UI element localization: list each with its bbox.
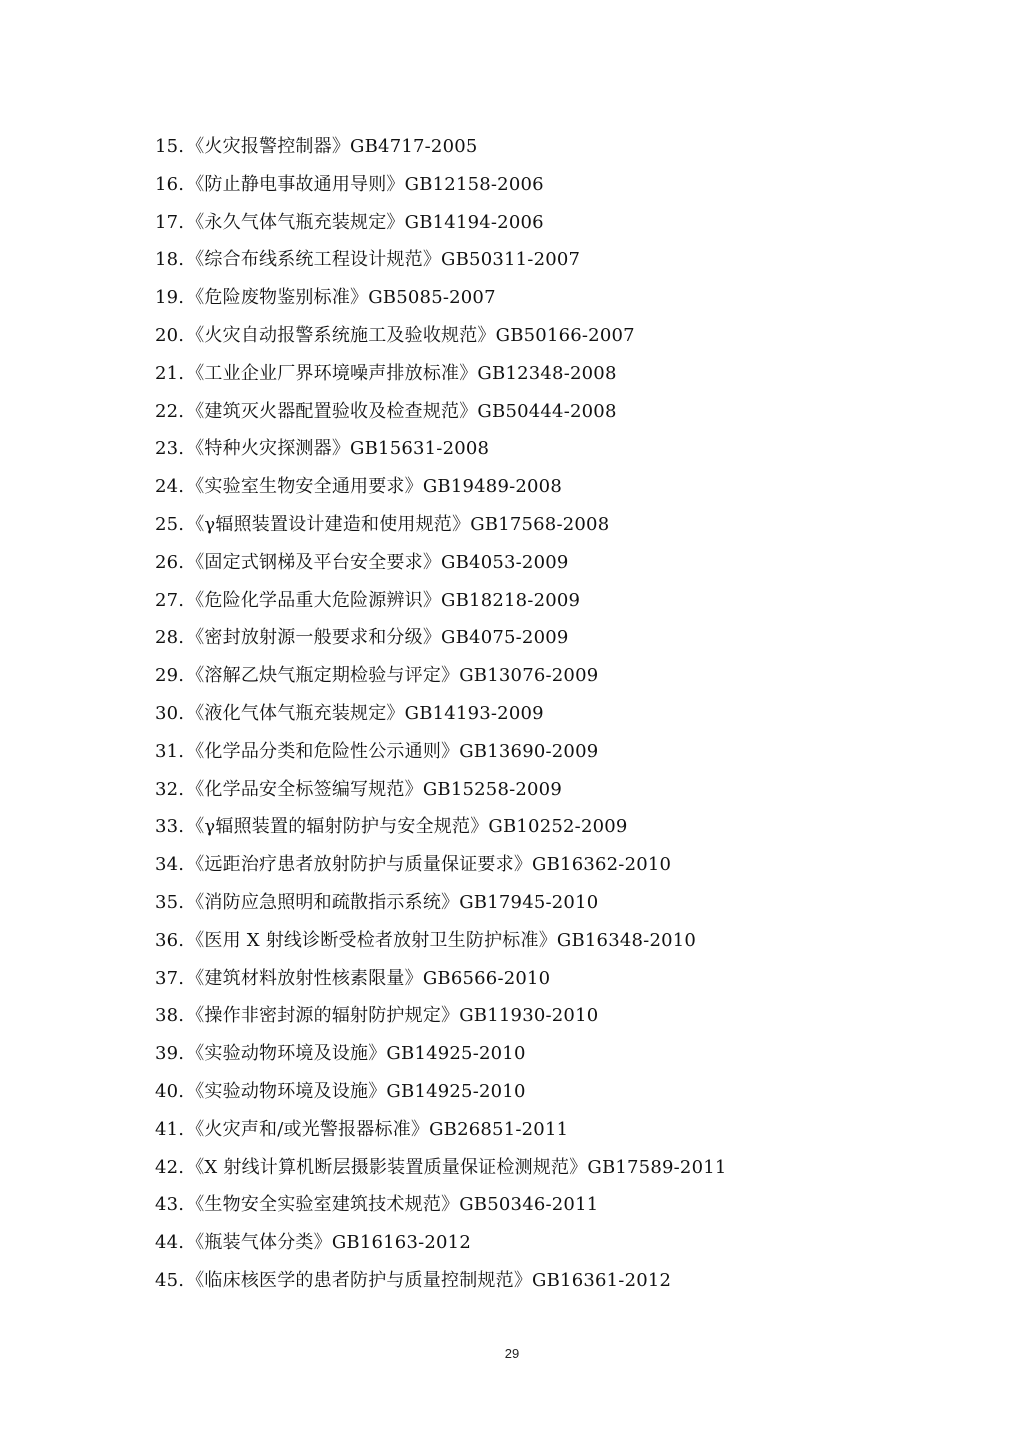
list-item: [155, 733, 975, 771]
list-item: [155, 468, 975, 506]
item-text: 《实验动物环境及设施》GB14925-2010: [186, 1080, 526, 1102]
item-number: 41.: [155, 1118, 185, 1140]
item-number: 33.: [155, 816, 185, 838]
item-text: 《特种火灾探测器》GB15631-2008: [186, 438, 490, 460]
item-number: 30.: [155, 702, 185, 724]
list-item: [155, 1035, 975, 1073]
item-text: 《操作非密封源的辐射防护规定》GB11930-2010: [186, 1005, 599, 1027]
item-text: 《建筑灭火器配置验收及检查规范》GB50444-2008: [186, 400, 617, 422]
item-text: 《化学品安全标签编写规范》GB15258-2009: [186, 778, 562, 800]
item-text: 《医用 X 射线诊断受检者放射卫生防护标准》GB16348-2010: [186, 929, 697, 951]
item-number: 26.: [155, 551, 185, 573]
list-item: [155, 317, 975, 355]
item-text: 《远距治疗患者放射防护与质量保证要求》GB16362-2010: [186, 854, 672, 876]
item-number: 40.: [155, 1080, 185, 1102]
list-item: [155, 884, 975, 922]
item-number: 20.: [155, 324, 185, 346]
list-item: [155, 582, 975, 620]
item-number: 35.: [155, 891, 185, 913]
item-text: 《危险废物鉴别标准》GB5085-2007: [186, 287, 496, 309]
list-item: [155, 241, 975, 279]
item-number: 16.: [155, 173, 185, 195]
item-number: 19.: [155, 287, 185, 309]
list-item: [155, 960, 975, 998]
item-number: 44.: [155, 1232, 185, 1254]
item-text: 《固定式钢梯及平台安全要求》GB4053-2009: [186, 551, 569, 573]
list-item: [155, 204, 975, 242]
item-number: 21.: [155, 362, 185, 384]
page-number: 29: [504, 1346, 520, 1361]
item-number: 32.: [155, 778, 185, 800]
item-text: 《溶解乙炔气瓶定期检验与评定》GB13076-2009: [186, 665, 599, 687]
item-number: 45.: [155, 1269, 185, 1291]
list-item: [155, 619, 975, 657]
item-number: 38.: [155, 1005, 185, 1027]
item-text: 《密封放射源一般要求和分级》GB4075-2009: [186, 627, 569, 649]
list-item: [155, 166, 975, 204]
item-text: 《γ辐照装置的辐射防护与安全规范》GB10252-2009: [186, 816, 628, 838]
list-item: [155, 544, 975, 582]
list-item: [155, 997, 975, 1035]
item-text: 《防止静电事故通用导则》GB12158-2006: [186, 173, 544, 195]
item-number: 25.: [155, 513, 185, 535]
item-text: 《生物安全实验室建筑技术规范》GB50346-2011: [186, 1194, 599, 1216]
list-item: [155, 355, 975, 393]
item-text: 《火灾报警控制器》GB4717-2005: [186, 136, 478, 157]
list-item: [155, 695, 975, 733]
list-item: [155, 1149, 975, 1187]
item-text: 《火灾自动报警系统施工及验收规范》GB50166-2007: [186, 324, 635, 346]
item-text: 《实验动物环境及设施》GB14925-2010: [186, 1043, 526, 1065]
item-number: 37.: [155, 967, 185, 989]
item-text: 《化学品分类和危险性公示通则》GB13690-2009: [186, 740, 599, 762]
item-text: 《临床核医学的患者防护与质量控制规范》GB16361-2012: [186, 1269, 672, 1291]
item-number: 34.: [155, 854, 185, 876]
list-item: [155, 1262, 975, 1300]
item-number: 29.: [155, 665, 185, 687]
item-number: 31.: [155, 740, 185, 762]
item-text: 《液化气体气瓶充装规定》GB14193-2009: [186, 702, 544, 724]
list-item: [155, 771, 975, 809]
list-item: [155, 128, 975, 166]
list-item: [155, 846, 975, 884]
item-number: 18.: [155, 249, 185, 271]
item-text: 《火灾声和/或光警报器标准》GB26851-2011: [186, 1118, 569, 1140]
list-item: [155, 808, 975, 846]
standards-list: [155, 128, 975, 1300]
item-number: 23.: [155, 438, 185, 460]
item-text: 《工业企业厂界环境噪声排放标准》GB12348-2008: [186, 362, 617, 384]
item-number: 39.: [155, 1043, 185, 1065]
item-number: 15.: [155, 136, 185, 157]
item-text: 《瓶装气体分类》GB16163-2012: [186, 1232, 471, 1254]
list-item: [155, 279, 975, 317]
list-item: [155, 1111, 975, 1149]
list-item: [155, 1073, 975, 1111]
item-number: 28.: [155, 627, 185, 649]
item-text: 《危险化学品重大危险源辨识》GB18218-2009: [186, 589, 581, 611]
item-text: 《γ辐照装置设计建造和使用规范》GB17568-2008: [186, 513, 610, 535]
item-number: 42.: [155, 1156, 185, 1178]
list-item: [155, 430, 975, 468]
item-text: 《X 射线计算机断层摄影装置质量保证检测规范》GB17589-2011: [186, 1156, 727, 1178]
list-item: [155, 1224, 975, 1262]
item-number: 27.: [155, 589, 185, 611]
item-number: 17.: [155, 211, 185, 233]
item-number: 36.: [155, 929, 185, 951]
item-number: 22.: [155, 400, 185, 422]
item-text: 《建筑材料放射性核素限量》GB6566-2010: [186, 967, 551, 989]
item-text: 《消防应急照明和疏散指示系统》GB17945-2010: [186, 891, 599, 913]
item-text: 《永久气体气瓶充装规定》GB14194-2006: [186, 211, 544, 233]
list-item: [155, 393, 975, 431]
list-item: [155, 1186, 975, 1224]
item-text: 《综合布线系统工程设计规范》GB50311-2007: [186, 249, 581, 271]
item-text: 《实验室生物安全通用要求》GB19489-2008: [186, 476, 562, 498]
item-number: 24.: [155, 476, 185, 498]
item-number: 43.: [155, 1194, 185, 1216]
list-item: [155, 657, 975, 695]
list-item: [155, 506, 975, 544]
list-item: [155, 922, 975, 960]
